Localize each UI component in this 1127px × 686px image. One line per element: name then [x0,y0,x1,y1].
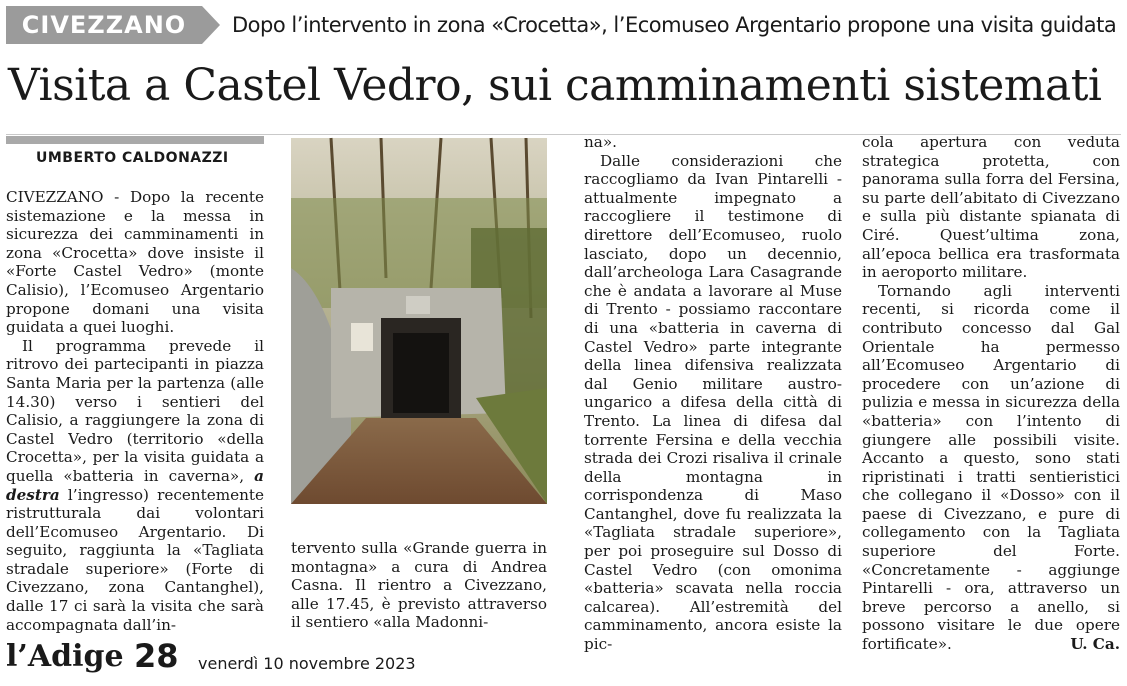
paragraph: cola apertura con veduta strategica protetta, con panorama sulla forra del Fersina, su parte dell’abitato di Civezzano e sulla più distante spianata di Ciré. Quest’ultima zona, all’epoca bellica era trasformata in aeroporto militare. [862,133,1120,282]
kicker-label: CIVEZZANO [21,11,187,39]
issue-date: venerdì 10 novembre 2023 [198,654,416,673]
page-number: 28 [134,637,179,675]
author-signature: U. Ca. [1070,635,1120,654]
article-column-1 [6,188,264,633]
newspaper-logo: l’Adige [6,639,124,674]
byline-bar [6,136,264,144]
paragraph: Tornando agli interventi recenti, si ricorda come il contributo concesso dal Gal Orientale ha permesso all’Ecomuseo Argentario di procedere con un’azione di pulizia e messa in sicurezza della «batteria» con l’intento di giungere alle possibili visite. Accanto a questo, sono stati ripristinati i tratti sentieristici che collegano il «Dosso» con il paese di Civezzano, e pure di collegamento con la Tagliata superiore del Forte. «Concretamente - aggiunge Pintarelli - ora, attraverso un breve percorso a anello, si possono visitare le due opere fortificate». U. Ca. [862,281,1120,654]
paragraph: Il programma prevede il ritrovo dei partecipanti in piazza Santa Maria per la partenza (alle 14.30) verso i sentieri del Calisio, a raggiungere la zona di Castel Vedro (territorio «della Crocetta», per la visita guidata a quella «batteria in caverna», a destra l’ingresso) recentemente ristrutturala dai volontari dell’Ecomuseo Argentario. Di seguito, raggiunta la «Tagliata stradale superiore» (Forte di Civezzano, zona Cantanghel), dalle 17 ci sarà la visita che sarà accompagnata dall’in- [6,336,264,634]
caption-ref: a destra [6,466,264,504]
headline: Visita a Castel Vedro, sui camminamenti sistemati [8,60,1102,111]
paragraph: tervento sulla «Grande guerra in montagna» a cura di Andrea Casna. Il rientro a Civezzano, alle 17.45, è previsto attraverso il sentiero «alla Madonni- [291,539,547,632]
subheadline: Dopo l’intervento in zona «Crocetta», l’Ecomuseo Argentario propone una visita guidata [232,13,1117,37]
paragraph: Dalle considerazioni che raccogliamo da Ivan Pintarelli - attualmente impegnato a raccogliere il testimone di direttore dell’Ecomuseo, ruolo lasciato, dopo un decennio, dall’archeologa Lara Casagrande che è andata a lavorare al Muse di Trento - possiamo raccontare di una «batteria in caverna di Castel Vedro» parte integrante della linea difensiva realizzata dal Genio militare austro-ungarico a difesa della città di Trento. La linea di difesa dal torrente Fersina e della vecchia strada dei Crozi risaliva il crinale della montagna in corrispondenza di Maso Cantanghel, dove fu realizzata la «Tagliata stradale superiore», per poi proseguire sul Dosso di Castel Vedro (con omonima «batteria» scavata nella roccia calcarea). All’estremità del camminamento, ancora esiste la pic- [584,151,842,654]
byline: UMBERTO CALDONAZZI [36,150,229,166]
paragraph: CIVEZZANO - Dopo la recente sistemazione e la messa in sicurezza dei camminamenti in zona «Crocetta» dove insiste il «Forte Castel Vedro» (monte Calisio), l’Ecomuseo Argentario propone domani una visita guidata a quei luoghi. [6,188,264,337]
article-column-2 [291,539,547,633]
article-column-4 [862,133,1120,654]
page-footer [6,637,1121,681]
article-photo [291,138,547,504]
tunnel-photo-icon [291,138,547,504]
paragraph: na». [584,133,617,151]
article-column-3 [584,133,842,654]
section-kicker [6,6,220,44]
